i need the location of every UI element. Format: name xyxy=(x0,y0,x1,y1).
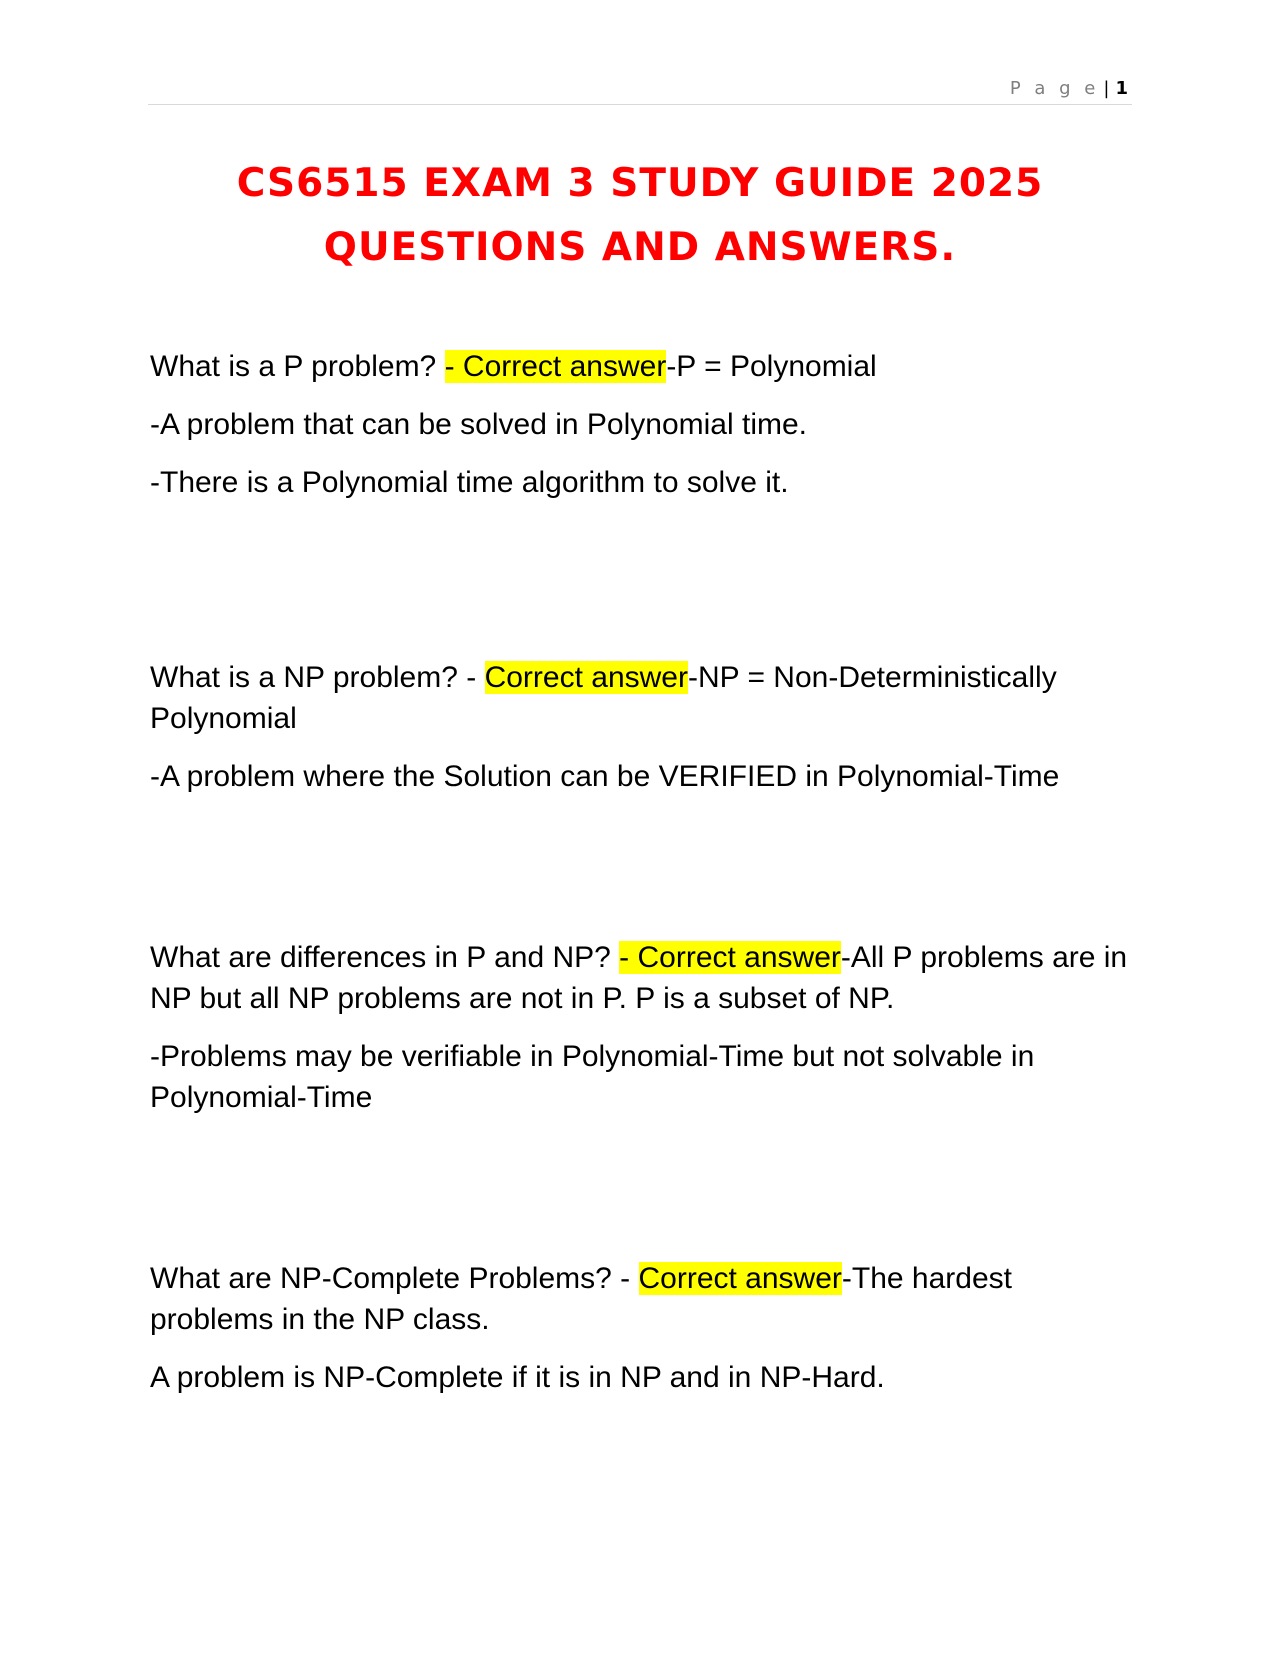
correct-answer-marker: Correct answer xyxy=(638,1262,842,1295)
question-text: What is a P problem? xyxy=(150,350,445,383)
page-number: 1 xyxy=(1115,78,1128,99)
qa-question-line xyxy=(150,657,1130,739)
answer-detail: -Problems may be verifiable in Polynomial-Time but not solvable in Polynomial-Time xyxy=(150,1040,1035,1114)
spacer xyxy=(150,797,1130,937)
page-header xyxy=(148,76,1132,105)
answer-text: -The hardest problems in the NP class. xyxy=(150,1262,1012,1336)
page-separator: | xyxy=(1103,78,1110,99)
qa-question-line xyxy=(150,937,1130,1019)
page-label: P a g e xyxy=(1009,78,1100,99)
answer-text: -All P problems are in NP but all NP problems are not in P. P is a subset of NP. xyxy=(150,941,1128,1015)
correct-answer-marker: Correct answer xyxy=(484,661,688,694)
correct-answer-marker: - Correct answer xyxy=(619,941,841,974)
correct-answer-marker: - Correct answer xyxy=(444,350,667,383)
page-number-label xyxy=(1010,78,1128,99)
qa-question-line xyxy=(150,1258,1130,1340)
answer-text: -NP = Non-Deterministically Polynomial xyxy=(150,661,1057,735)
answer-detail: -A problem where the Solution can be VERIFIED in Polynomial-Time xyxy=(150,760,1060,793)
answer-text: -P = Polynomial xyxy=(666,350,877,383)
document-title xyxy=(148,152,1132,280)
qa-item-np-complete xyxy=(150,1258,1130,1398)
spacer xyxy=(150,1118,1130,1258)
title-line-2: QUESTIONS AND ANSWERS. xyxy=(323,225,957,270)
answer-detail: -There is a Polynomial time algorithm to solve it. xyxy=(150,466,789,499)
answer-detail: A problem is NP-Complete if it is in NP and in NP-Hard. xyxy=(150,1361,885,1394)
qa-question-line xyxy=(150,346,1130,387)
question-text: What is a NP problem? - xyxy=(150,661,485,694)
qa-item-p-problem xyxy=(150,346,1130,503)
question-text: What are NP-Complete Problems? - xyxy=(150,1262,639,1295)
qa-item-np-problem xyxy=(150,657,1130,797)
answer-detail: -A problem that can be solved in Polynomial time. xyxy=(150,408,807,441)
question-text: What are differences in P and NP? xyxy=(150,941,620,974)
spacer xyxy=(150,503,1130,657)
title-line-1: CS6515 EXAM 3 STUDY GUIDE 2025 xyxy=(236,161,1044,206)
qa-content xyxy=(150,346,1130,1398)
qa-item-p-vs-np xyxy=(150,937,1130,1118)
